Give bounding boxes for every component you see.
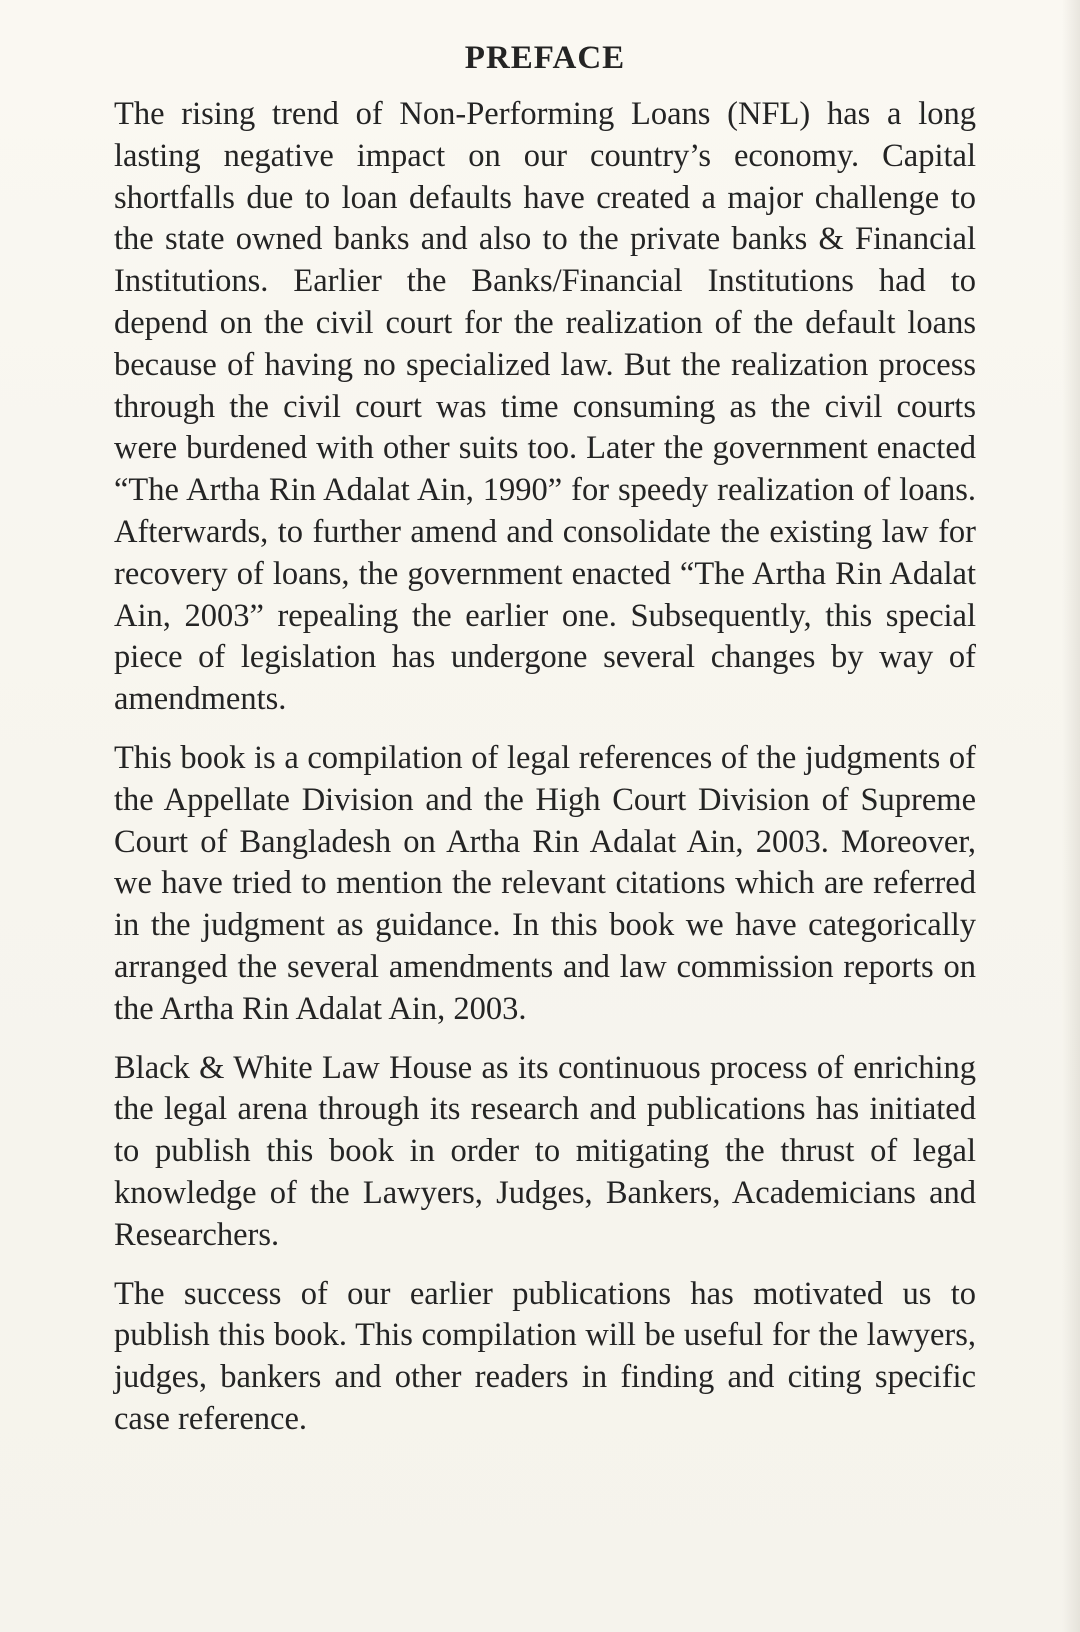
paragraph-1: The rising trend of Non-Performing Loans (NFL) has a long lasting negative impact on our country’s economy. Capital shortfalls due to loan defaults have created a major challenge to the state owned banks and also to the private banks & Financial Institutions. Earlier the Banks/Financial Institutions had to depend on the civil court for the realization of the default loans because of having no specialized law. But the realization process through the civil court was time consuming as the civil courts were burdened with other suits too. Later the government enacted “The Artha Rin Adalat Ain, 1990” for speedy realization of loans. Afterwards, to further amend and consolidate the existing law for recovery of loans, the government enacted “The Artha Rin Adalat Ain, 2003” repealing the earlier one. Subsequently, this special piece of legislation has undergone several changes by way of amendments. xyxy=(114,96,976,718)
paragraph-2: This book is a compilation of legal references of the judgments of the Appellate Division and the High Court Division of Supreme Court of Bangladesh on Artha Rin Adalat Ain, 2003. Moreover, we have tried to mention the relevant citations which are referred in the judgment as guidance. In this book we have categorically arranged the several amendments and law commission reports on the Artha Rin Adalat Ain, 2003. xyxy=(114,739,976,1027)
paragraph-3: Black & White Law House as its continuous process of enriching the legal arena through its research and publications has initiated to publish this book in order to mitigating the thrust of legal knowledge of the Lawyers, Judges, Bankers, Academicians and Researchers. xyxy=(114,1049,976,1253)
page-title: PREFACE xyxy=(464,40,626,76)
page-content xyxy=(114,36,976,1458)
page-edge-shadow xyxy=(1062,0,1080,1632)
paragraph-4: The success of our earlier publications has motivated us to publish this book. This compilation will be useful for the lawyers, judges, bankers and other readers in finding and citing specific case reference. xyxy=(114,1275,976,1437)
